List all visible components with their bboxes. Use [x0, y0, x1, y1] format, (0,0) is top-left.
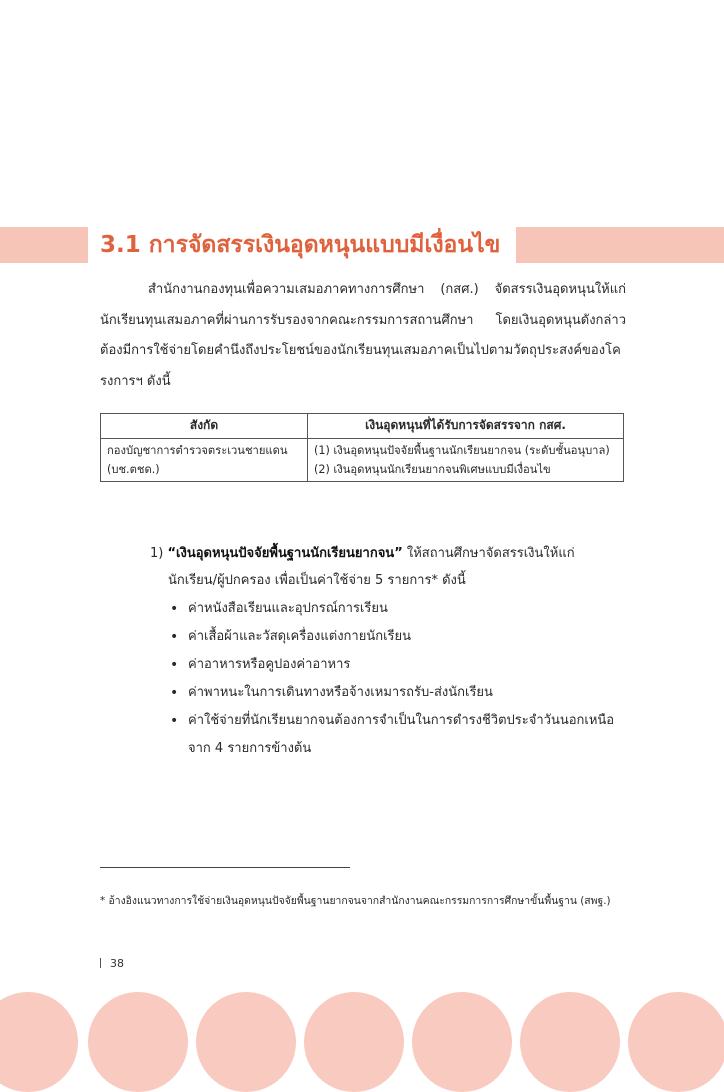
bullet-icon: •: [170, 601, 179, 617]
table-row: [101, 439, 624, 482]
section-title: 3.1 การจัดสรรเงินอุดหนุนแบบมีเงื่อนไข: [100, 232, 501, 258]
decorative-circle: [196, 992, 296, 1092]
allocation-list: [314, 441, 617, 479]
intro-paragraph: [100, 275, 626, 397]
list-item: [168, 651, 628, 679]
table-header-row: [101, 414, 624, 439]
intro-paragraph-text: สำนักงานกองทุนเพื่อความเสมอภาคทางการศึกษา (กสศ.) จัดสรรเงินอุดหนุนให้แก่นักเรียนทุนเสมอภาคที่ผ่านการรับรองจากคณะกรรมการสถานศึกษา โดยเงินอุดหนุนดังกล่าวต้องมีการใช้จ่ายโดยคำนึงถึงประโยชน์ของนักเรียนทุนเสมอภาคเป็นไปตามวัตถุประสงค์ของโครงการฯ ดังนี้: [100, 282, 626, 389]
list-item-text: เงินอุดหนุนปัจจัยพื้นฐานนักเรียนยากจน (ระดับชั้นอนุบาล): [333, 444, 610, 457]
header-allocation: เงินอุดหนุนที่ได้รับการจัดสรรจาก กสศ.: [308, 414, 624, 439]
allocation-table: [100, 413, 624, 482]
decorative-circle: [412, 992, 512, 1092]
bullet-icon: •: [170, 629, 179, 645]
list-item: [168, 595, 628, 623]
bullet-icon: •: [170, 685, 179, 701]
bullet-text: ค่าใช้จ่ายที่นักเรียนยากจนต้องการจำเป็นในการดำรงชีวิตประจำวันนอกเหนือจาก 4 รายการข้างต้น: [188, 713, 615, 756]
list-item-text: เงินอุดหนุนนักเรียนยากจนพิเศษแบบมีเงื่อนไข: [333, 463, 551, 476]
list-item: [168, 623, 628, 651]
list-item-number: (2): [314, 463, 330, 476]
item-1: [150, 540, 630, 594]
list-item: [314, 460, 617, 479]
bullet-text: ค่าอาหารหรือคูปองค่าอาหาร: [188, 657, 351, 672]
bullet-text: ค่าหนังสือเรียนและอุปกรณ์การเรียน: [188, 601, 388, 616]
allocation-cell: [308, 439, 624, 482]
item-1-number: 1): [150, 546, 164, 561]
affiliation-cell: กองบัญชาการตำรวจตระเวนชายแดน (บช.ตชด.): [101, 439, 308, 482]
bullet-icon: •: [170, 657, 179, 673]
list-item: [168, 707, 628, 763]
footnote-divider: [100, 867, 350, 868]
list-item: [314, 441, 617, 460]
item-1-text-line2: นักเรียน/ผู้ปกครอง เพื่อเป็นค่าใช้จ่าย 5 รายการ* ดังนี้: [168, 573, 466, 588]
title-band-left: [0, 227, 88, 263]
decorative-circle: [628, 992, 724, 1092]
bullet-icon: •: [170, 713, 179, 729]
decorative-circle: [88, 992, 188, 1092]
page-number-divider: [100, 958, 101, 968]
decorative-circle: [304, 992, 404, 1092]
bullet-text: ค่าเสื้อผ้าและวัสดุเครื่องแต่งกายนักเรียน: [188, 629, 412, 644]
header-affiliation: สังกัด: [101, 414, 308, 439]
list-item: [168, 679, 628, 707]
bullet-text: ค่าพาหนะในการเดินทางหรือจ้างเหมารถรับ-ส่งนักเรียน: [188, 685, 493, 700]
page-number: [100, 957, 124, 970]
page-number-text: 38: [110, 957, 124, 970]
item-1-text-line1: ให้สถานศึกษาจัดสรรเงินให้แก่: [402, 546, 575, 561]
footnote: * อ้างอิงแนวทางการใช้จ่ายเงินอุดหนุนปัจจัยพื้นฐานยากจนจากสำนักงานคณะกรรมการการศึกษาขั้นพื้นฐาน (สพฐ.): [100, 895, 611, 907]
expense-bullet-list: [168, 595, 628, 763]
decorative-circle: [520, 992, 620, 1092]
title-band-right: [516, 227, 724, 263]
decorative-circle: [0, 992, 78, 1092]
item-1-quote: “เงินอุดหนุนปัจจัยพื้นฐานนักเรียนยากจน”: [167, 546, 403, 561]
list-item-number: (1): [314, 444, 330, 457]
